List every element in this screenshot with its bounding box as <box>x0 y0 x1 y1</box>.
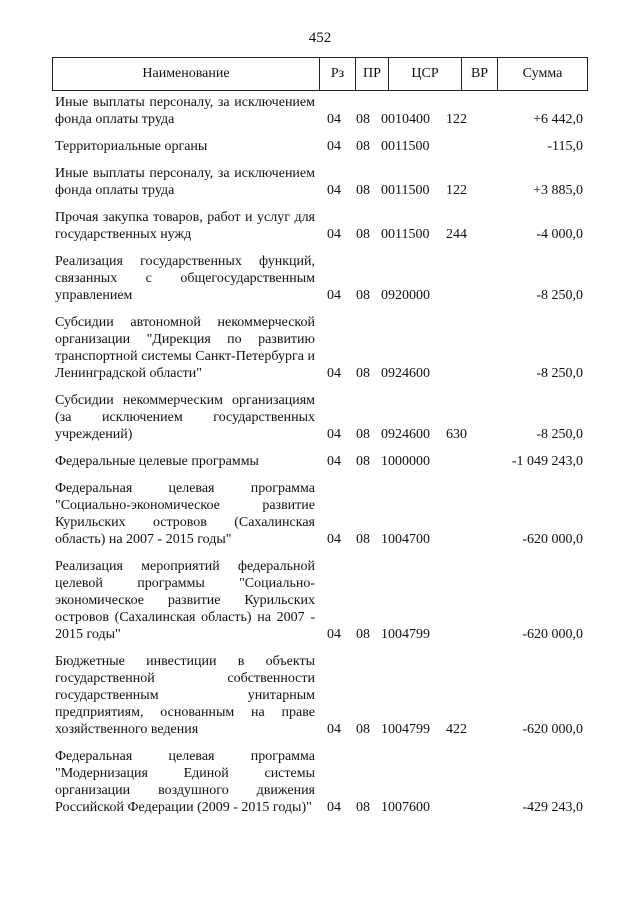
row-csr: 0010400 <box>381 112 430 127</box>
header-rz: Рз <box>320 58 356 90</box>
row-sum: -1 049 243,0 <box>511 454 583 469</box>
header-vr: ВР <box>462 58 498 90</box>
table-row <box>55 314 585 382</box>
row-pr: 08 <box>356 366 370 381</box>
row-codes <box>55 111 585 128</box>
row-name: Федеральная целевая программа "Социально-экономическое развитие Курильских островов (Сахалинская область) на 2007 - 2015 годы" <box>55 481 315 547</box>
row-sum: -8 250,0 <box>536 288 583 303</box>
table-row <box>55 748 585 816</box>
row-pr: 08 <box>356 454 370 469</box>
row-name: Территориальные органы <box>55 139 208 154</box>
row-sum: -8 250,0 <box>536 366 583 381</box>
table-body <box>55 94 585 826</box>
row-vr: 422 <box>446 722 467 737</box>
row-csr: 0924600 <box>381 427 430 442</box>
row-pr: 08 <box>356 800 370 815</box>
row-name: Федеральная целевая программа "Модернизация Единой системы организации воздушного движения Российской Федерации (2009 - 2015 годы)" <box>55 749 315 815</box>
row-name: Прочая закупка товаров, работ и услуг для государственных нужд <box>55 210 315 242</box>
row-name: Субсидии некоммерческим организациям (за исключением государственных учреждений) <box>55 393 315 442</box>
row-codes <box>55 182 585 199</box>
row-sum: -620 000,0 <box>522 722 583 737</box>
row-rz: 04 <box>327 454 341 469</box>
table-row <box>55 392 585 443</box>
row-csr: 0011500 <box>381 139 430 154</box>
row-pr: 08 <box>356 427 370 442</box>
row-csr: 1007600 <box>381 800 430 815</box>
table-row <box>55 253 585 304</box>
row-vr: 244 <box>446 227 467 242</box>
table-row <box>55 209 585 243</box>
row-csr: 0011500 <box>381 183 430 198</box>
row-csr: 0924600 <box>381 366 430 381</box>
row-pr: 08 <box>356 183 370 198</box>
row-codes <box>55 531 585 548</box>
row-rz: 04 <box>327 112 341 127</box>
row-codes <box>55 365 585 382</box>
row-sum: -429 243,0 <box>522 800 583 815</box>
row-pr: 08 <box>356 112 370 127</box>
row-sum: -8 250,0 <box>536 427 583 442</box>
header-name: Наименование <box>53 58 320 90</box>
row-csr: 1000000 <box>381 454 430 469</box>
row-sum: -620 000,0 <box>522 627 583 642</box>
row-csr: 0011500 <box>381 227 430 242</box>
table-header <box>52 57 588 91</box>
row-pr: 08 <box>356 139 370 154</box>
row-sum: +6 442,0 <box>533 112 583 127</box>
table-row <box>55 94 585 128</box>
row-codes <box>55 453 585 470</box>
page-number: 452 <box>308 30 332 46</box>
row-codes <box>55 626 585 643</box>
row-name: Реализация мероприятий федеральной целевой программы "Социально-экономическое развитие Курильских островов (Сахалинская область) на 2007 - 2015 годы" <box>55 559 315 642</box>
row-rz: 04 <box>327 427 341 442</box>
row-codes <box>55 226 585 243</box>
table-row <box>55 453 585 470</box>
header-csr: ЦСР <box>389 58 462 90</box>
row-pr: 08 <box>356 288 370 303</box>
row-name: Бюджетные инвестиции в объекты государственной собственности государственным унитарным предприятиям, основанным на праве хозяйственного ведения <box>55 654 315 737</box>
row-rz: 04 <box>327 627 341 642</box>
row-rz: 04 <box>327 722 341 737</box>
row-rz: 04 <box>327 183 341 198</box>
row-rz: 04 <box>327 288 341 303</box>
row-codes <box>55 138 585 155</box>
table-row <box>55 480 585 548</box>
row-codes <box>55 287 585 304</box>
header-pr: ПР <box>356 58 389 90</box>
row-rz: 04 <box>327 532 341 547</box>
row-vr: 630 <box>446 427 467 442</box>
table-row <box>55 558 585 643</box>
row-name: Иные выплаты персоналу, за исключением фонда оплаты труда <box>55 166 315 198</box>
row-pr: 08 <box>356 227 370 242</box>
row-sum: -620 000,0 <box>522 532 583 547</box>
row-codes <box>55 721 585 738</box>
row-pr: 08 <box>356 532 370 547</box>
table-row <box>55 138 585 155</box>
header-sum: Сумма <box>522 66 563 81</box>
table-row <box>55 165 585 199</box>
row-sum: +3 885,0 <box>533 183 583 198</box>
row-pr: 08 <box>356 722 370 737</box>
row-codes <box>55 799 585 816</box>
row-codes <box>55 426 585 443</box>
row-name: Иные выплаты персоналу, за исключением фонда оплаты труда <box>55 95 315 127</box>
row-name: Федеральные целевые программы <box>55 454 259 469</box>
row-sum: -4 000,0 <box>536 227 583 242</box>
row-name: Реализация государственных функций, связанных с общегосударственным управлением <box>55 254 315 303</box>
row-rz: 04 <box>327 800 341 815</box>
row-rz: 04 <box>327 366 341 381</box>
row-vr: 122 <box>446 112 467 127</box>
row-csr: 1004799 <box>381 722 430 737</box>
row-rz: 04 <box>327 139 341 154</box>
row-rz: 04 <box>327 227 341 242</box>
table-row <box>55 653 585 738</box>
row-csr: 1004700 <box>381 532 430 547</box>
row-sum: -115,0 <box>547 139 583 154</box>
row-csr: 1004799 <box>381 627 430 642</box>
row-name: Субсидии автономной некоммерческой организации "Дирекция по развитию транспортной системы Санкт-Петербурга и Ленинградской области" <box>55 315 315 381</box>
row-pr: 08 <box>356 627 370 642</box>
row-csr: 0920000 <box>381 288 430 303</box>
row-vr: 122 <box>446 183 467 198</box>
